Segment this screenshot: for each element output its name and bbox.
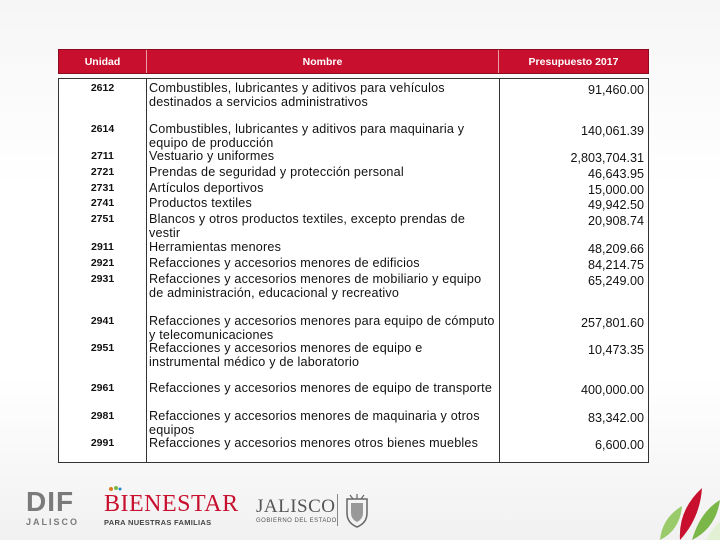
header-unidad: Unidad — [59, 50, 147, 73]
row-code: 2941 — [90, 315, 115, 327]
row-amount: 257,801.60 — [580, 316, 644, 330]
bienestar-figure-icon — [108, 485, 122, 493]
row-code: 2612 — [90, 82, 115, 94]
row-name: Refacciones y accesorios menores de equipo de transporte — [149, 381, 493, 395]
row-amount: 6,600.00 — [594, 438, 644, 452]
budget-table — [58, 78, 649, 463]
row-name: Prendas de seguridad y protección personal — [149, 165, 404, 179]
column-divider — [146, 79, 147, 462]
row-amount: 49,942.50 — [587, 198, 644, 212]
row-code: 2741 — [90, 197, 115, 209]
row-name: Refacciones y accesorios menores para equipo de cómputo y telecomunicaciones — [149, 314, 495, 342]
row-amount: 2,803,704.31 — [570, 151, 644, 165]
dif-logo-subtext: JALISCO — [26, 517, 80, 527]
jalisco-coat-of-arms-icon — [342, 493, 372, 529]
header-presupuesto: Presupuesto 2017 — [528, 55, 619, 68]
row-name: Combustibles, lubricantes y aditivos para maquinaria y equipo de producción — [149, 122, 465, 150]
row-name: Artículos deportivos — [149, 181, 264, 195]
row-code: 2711 — [91, 150, 114, 162]
row-code: 2981 — [90, 410, 115, 422]
row-amount: 84,214.75 — [587, 258, 644, 272]
row-amount: 10,473.35 — [587, 343, 644, 357]
row-amount: 65,249.00 — [587, 274, 644, 288]
row-code: 2921 — [90, 257, 115, 269]
row-amount: 140,061.39 — [580, 124, 644, 138]
row-amount: 48,209.66 — [587, 242, 644, 256]
row-name: Combustibles, lubricantes y aditivos para vehículos destinados a servicios administrativos — [149, 81, 445, 109]
row-code: 2991 — [90, 437, 115, 449]
row-name: Refacciones y accesorios menores de mobiliario y equipo de administración, educacional y recreativo — [149, 272, 482, 300]
row-name: Refacciones y accesorios menores de equipo e instrumental médico y de laboratorio — [149, 341, 423, 369]
row-code: 2911 — [91, 241, 114, 253]
row-amount: 83,342.00 — [587, 411, 644, 425]
column-divider — [499, 79, 500, 462]
decorative-leaves-icon — [620, 470, 720, 540]
table-header — [58, 49, 649, 74]
row-code: 2951 — [90, 342, 115, 354]
bienestar-logo — [104, 491, 239, 527]
row-amount: 46,643.95 — [587, 167, 644, 181]
row-code: 2614 — [90, 123, 115, 135]
row-name: Refacciones y accesorios menores otros bienes muebles — [149, 436, 479, 450]
bienestar-tagline: PARA NUESTRAS FAMILIAS — [104, 518, 212, 527]
jalisco-logo-text: JALISCO — [256, 496, 336, 517]
jalisco-tagline: GOBIERNO DEL ESTADO — [256, 518, 337, 524]
row-name: Blancos y otros productos textiles, excepto prendas de vestir — [149, 212, 466, 240]
row-amount: 20,908.74 — [587, 214, 644, 228]
header-nombre: Nombre — [147, 50, 499, 73]
jalisco-gobierno-logo — [256, 498, 337, 524]
row-amount: 91,460.00 — [587, 83, 644, 97]
row-name: Refacciones y accesorios menores de maquinaria y otros equipos — [149, 409, 480, 437]
row-code: 2751 — [90, 213, 115, 225]
dif-jalisco-logo — [26, 488, 79, 527]
row-name: Herramientas menores — [149, 240, 282, 254]
row-name: Refacciones y accesorios menores de edificios — [149, 256, 420, 270]
row-name: Productos textiles — [149, 196, 252, 210]
logo-divider — [337, 494, 338, 526]
row-amount: 400,000.00 — [580, 383, 644, 397]
row-code: 2721 — [90, 166, 115, 178]
row-code: 2731 — [90, 182, 115, 194]
row-code: 2931 — [90, 273, 115, 285]
dif-logo-text: DIF — [26, 486, 75, 517]
bienestar-logo-text: BIENESTAR — [104, 491, 239, 517]
row-amount: 15,000.00 — [587, 183, 644, 197]
row-name: Vestuario y uniformes — [149, 149, 275, 163]
row-code: 2961 — [90, 382, 115, 394]
